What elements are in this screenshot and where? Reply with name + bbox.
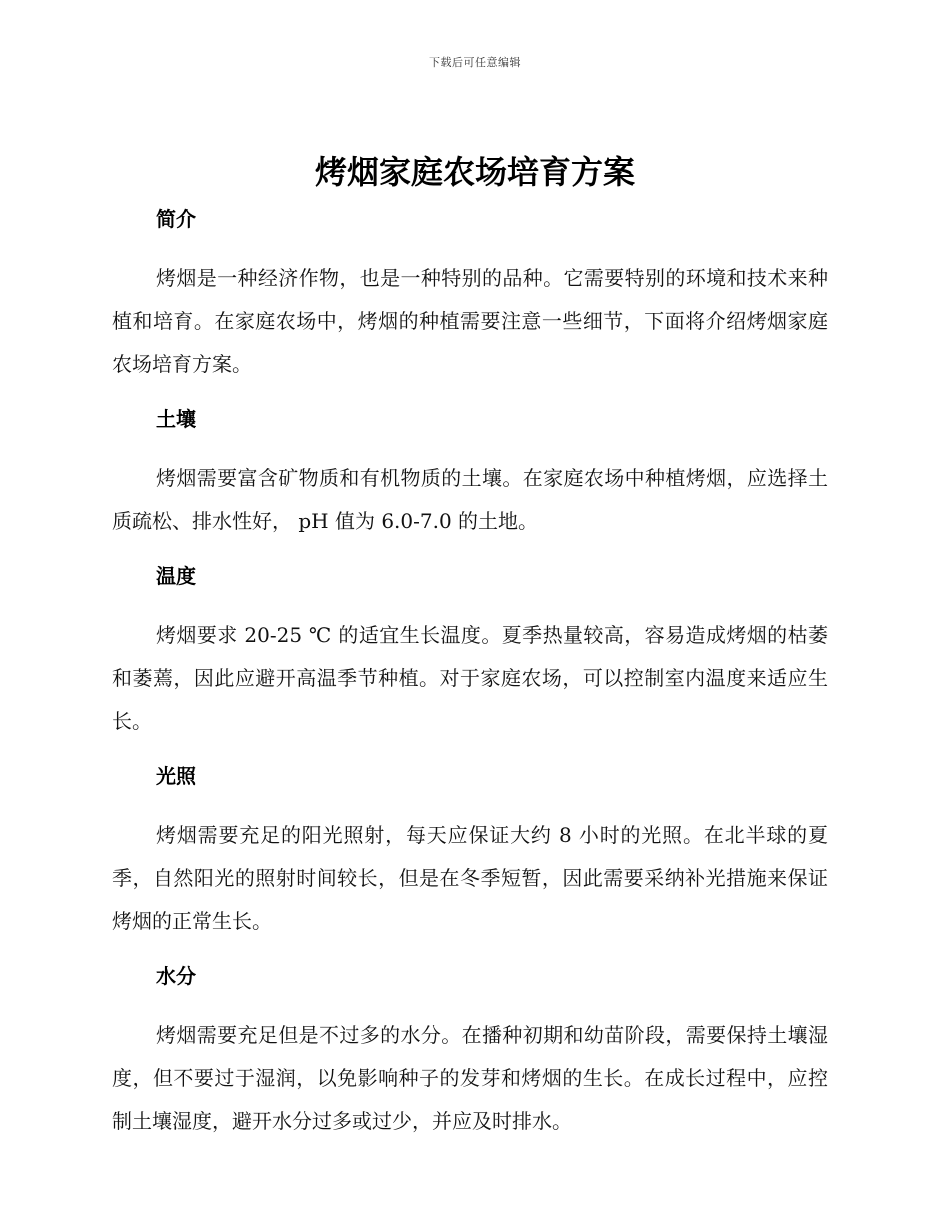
section-heading: 土壤: [156, 407, 196, 431]
document-body: [112, 204, 828, 1143]
section-paragraph: 烤烟需要充足但是不过多的水分。在播种初期和幼苗阶段，需要保持土壤湿度，但不要过于湿润，以免影响种子的发芽和烤烟的生长。在成长过程中，应控制土壤湿度，避开水分过多或过少，并应及时排水。: [112, 1023, 828, 1133]
section-soil: [112, 404, 828, 561]
section-paragraph: 烤烟需要富含矿物质和有机物质的土壤。在家庭农场中种植烤烟，应选择土质疏松、排水性好， pH 值为 6.0-7.0 的土地。: [112, 466, 828, 533]
section-heading: 温度: [156, 564, 196, 588]
page-header-note: 下载后可任意编辑: [429, 56, 521, 69]
section-heading: 简介: [156, 207, 196, 231]
section-paragraph: 烤烟需要充足的阳光照射，每天应保证大约 8 小时的光照。在北半球的夏季，自然阳光的照射时间较长，但是在冬季短暂，因此需要采纳补光措施来保证烤烟的正常生长。: [112, 823, 828, 933]
section-water: [112, 961, 828, 1143]
section-light: [112, 761, 828, 961]
section-intro: [112, 204, 828, 404]
section-heading: 光照: [156, 764, 196, 788]
section-paragraph: 烤烟是一种经济作物，也是一种特别的品种。它需要特别的环境和技术来种植和培育。在家庭农场中，烤烟的种植需要注意一些细节，下面将介绍烤烟家庭农场培育方案。: [112, 266, 828, 376]
section-temperature: [112, 561, 828, 761]
section-paragraph: 烤烟要求 20-25 ℃ 的适宜生长温度。夏季热量较高，容易造成烤烟的枯萎和萎蔫，因此应避开高温季节种植。对于家庭农场，可以控制室内温度来适应生长。: [112, 623, 828, 733]
section-heading: 水分: [156, 964, 196, 988]
document-title: 烤烟家庭农场培育方案: [314, 153, 635, 191]
